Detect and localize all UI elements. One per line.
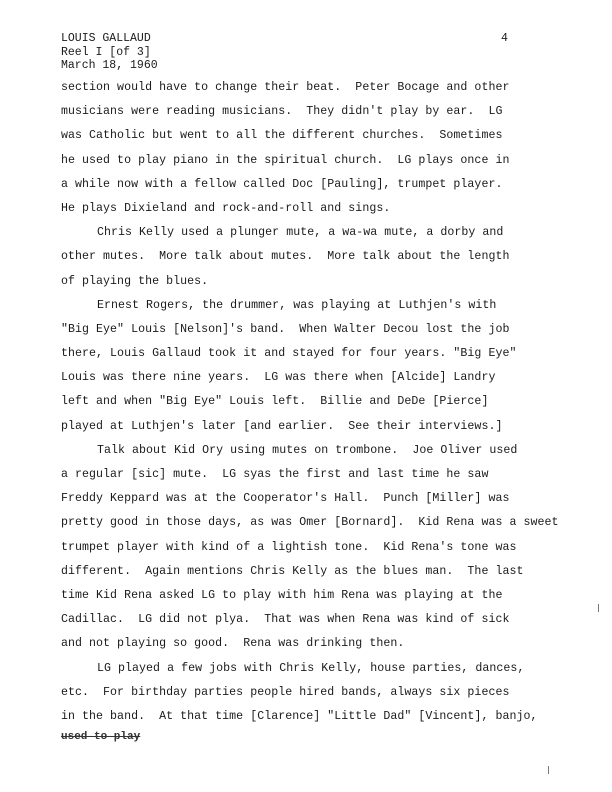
transcript-line: he used to play piano in the spiritual church. LG plays once in (61, 153, 510, 167)
transcript-line: and not playing so good. Rena was drinking then. (61, 637, 405, 651)
transcript-line: a while now with a fellow called Doc [Pauling], trumpet player. (61, 177, 503, 191)
transcript-line: left and when "Big Eye" Louis left. Billie and DeDe [Pierce] (61, 395, 489, 409)
transcript-line: He plays Dixieland and rock-and-roll and sings. (61, 201, 391, 215)
transcript-line: Ernest Rogers, the drummer, was playing at Luthjen's with (97, 298, 497, 312)
interviewee-name: LOUIS GALLAUD (61, 32, 151, 45)
transcript-body (61, 76, 561, 729)
transcript-line: Louis was there nine years. LG was there when [Alcide] Landry (61, 371, 496, 385)
interview-date: March 18, 1960 (61, 59, 158, 72)
transcript-line: played at Luthjen's later [and earlier. See their interviews.] (61, 419, 503, 433)
margin-mark (598, 604, 599, 612)
transcript-line: in the band. At that time [Clarence] "Little Dad" [Vincent], banjo, (61, 709, 538, 723)
transcript-line: "Big Eye" Louis [Nelson]'s band. When Walter Decou lost the job (61, 322, 510, 336)
struck-footer-text: used to play (61, 731, 141, 743)
transcript-line: Talk about Kid Ory using mutes on trombone. Joe Oliver used (97, 443, 518, 457)
transcript-line: was Catholic but went to all the different churches. Sometimes (61, 129, 503, 143)
transcript-line: pretty good in those days, as was Omer [Bornard]. Kid Rena was a sweet (61, 516, 559, 530)
transcript-line: different. Again mentions Chris Kelly as the blues man. The last (61, 564, 524, 578)
transcript-line: time Kid Rena asked LG to play with him Rena was playing at the (61, 588, 503, 602)
transcript-line: there, Louis Gallaud took it and stayed for four years. "Big Eye" (61, 347, 517, 361)
transcript-line: section would have to change their beat. Peter Bocage and other (61, 81, 510, 94)
transcript-line: etc. For birthday parties people hired bands, always six pieces (61, 685, 510, 699)
transcript-line: a regular [sic] mute. LG syas the first and last time he saw (61, 468, 489, 481)
transcript-line: of playing the blues. (61, 274, 209, 288)
transcript-line: Chris Kelly used a plunger mute, a wa-wa mute, a dorby and (97, 226, 504, 240)
transcript-line: musicians were reading musicians. They didn't play by ear. LG (61, 105, 503, 119)
transcript-line: trumpet player with kind of a lightish tone. Kid Rena's tone was (61, 540, 517, 554)
margin-mark (548, 766, 549, 774)
transcript-line: Freddy Keppard was at the Cooperator's Hall. Punch [Miller] was (61, 492, 510, 506)
transcript-line: Cadillac. LG did not plya. That was when Rena was kind of sick (61, 613, 510, 627)
page-number: 4 (501, 32, 508, 45)
transcript-header (61, 32, 158, 73)
transcript-line: other mutes. More talk about mutes. More talk about the length (61, 250, 510, 264)
reel-label: Reel I [of 3] (61, 45, 151, 59)
transcript-line: LG played a few jobs with Chris Kelly, house parties, dances, (97, 661, 525, 675)
